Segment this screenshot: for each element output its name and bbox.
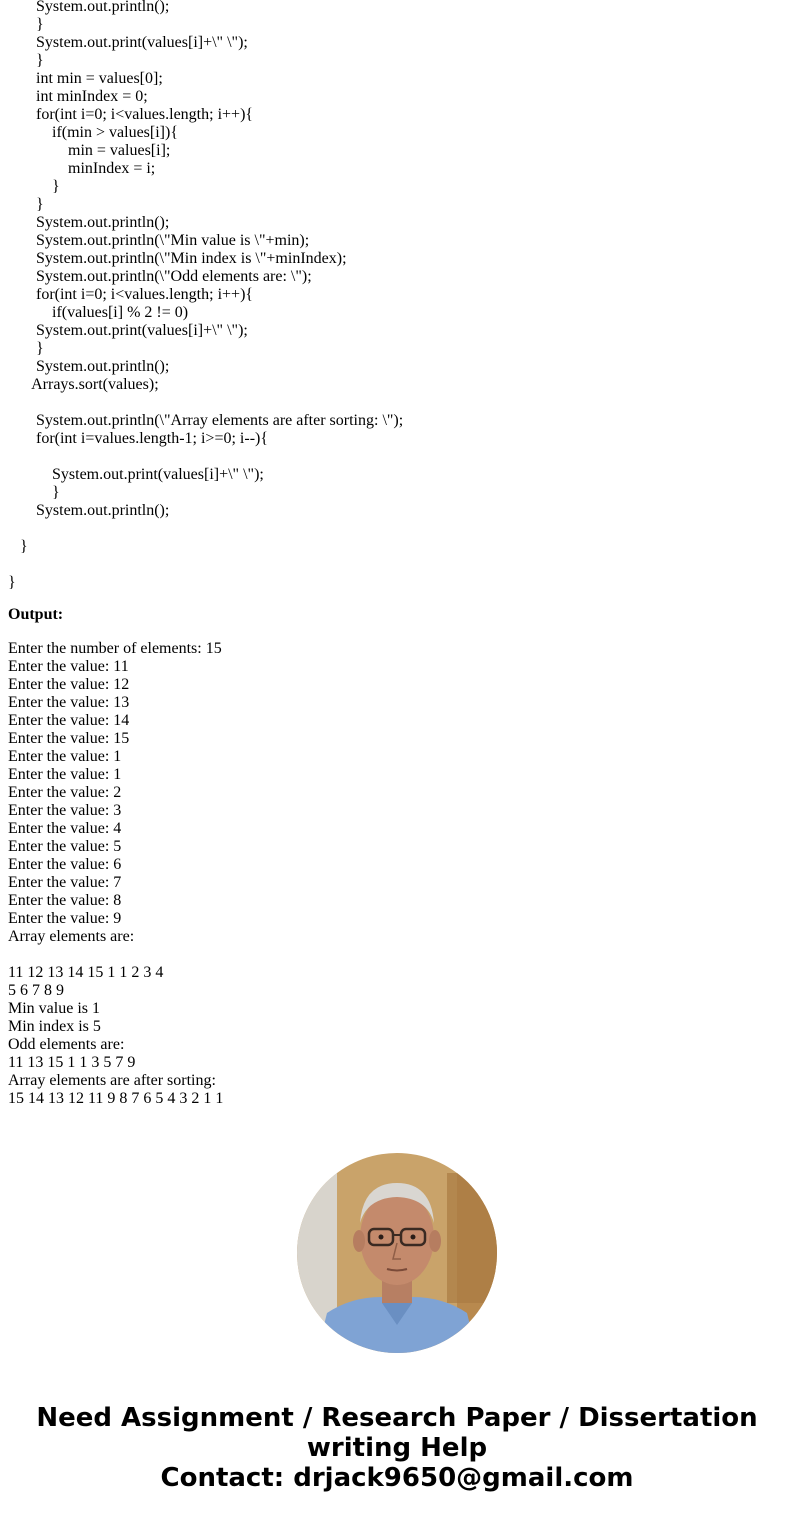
code-line: minIndex = i; (8, 160, 156, 177)
output-line: 15 14 13 12 11 9 8 7 6 5 4 3 2 1 1 (8, 1090, 224, 1107)
code-line: System.out.println(\"Min index is \"+minIndex); (8, 250, 347, 267)
code-line (8, 448, 403, 466)
code-line: Arrays.sort(values); (8, 376, 159, 393)
code-line: } (8, 196, 44, 213)
code-line: if(min > values[i]){ (8, 124, 178, 141)
code-line: System.out.println(\"Min value is \"+min); (8, 232, 310, 249)
code-line: int min = values[0]; (8, 70, 163, 87)
output-line: Enter the number of elements: 15 (8, 640, 222, 657)
output-line: Enter the value: 15 (8, 730, 130, 747)
code-line: System.out.println(); (8, 214, 170, 231)
output-line: Enter the value: 9 (8, 910, 122, 927)
output-line: Enter the value: 2 (8, 784, 122, 801)
code-line: for(int i=0; i<values.length; i++){ (8, 106, 254, 123)
banner-line-2: writing Help (306, 1433, 488, 1463)
code-line: System.out.print(values[i]+\" \"); (8, 34, 248, 51)
code-line: } (8, 340, 44, 357)
output-line: Enter the value: 3 (8, 802, 122, 819)
output-line: Enter the value: 12 (8, 676, 130, 693)
code-listing (8, 0, 403, 592)
code-line: } (8, 574, 16, 591)
code-line (8, 556, 403, 574)
code-line: for(int i=0; i<values.length; i++){ (8, 286, 254, 303)
output-line: Odd elements are: (8, 1036, 125, 1053)
banner-line-1: Need Assignment / Research Paper / Dissertation (36, 1403, 758, 1433)
code-line: if(values[i] % 2 != 0) (8, 304, 189, 321)
output-line: Enter the value: 8 (8, 892, 122, 909)
code-line (8, 520, 403, 538)
program-output (8, 640, 223, 1108)
output-line: Enter the value: 7 (8, 874, 122, 891)
code-line: System.out.print(values[i]+\" \"); (8, 466, 264, 483)
code-line: int minIndex = 0; (8, 88, 148, 105)
code-line: System.out.println(\"Odd elements are: \"); (8, 268, 312, 285)
output-line (8, 946, 223, 964)
code-line: System.out.println(\"Array elements are after sorting: \"); (8, 412, 404, 429)
code-line: System.out.print(values[i]+\" \"); (8, 322, 248, 339)
output-line: Enter the value: 11 (8, 658, 129, 675)
output-line: Enter the value: 1 (8, 766, 122, 783)
output-line: 11 12 13 14 15 1 1 2 3 4 (8, 964, 164, 981)
output-line: 5 6 7 8 9 (8, 982, 64, 999)
code-line: System.out.println(); (8, 0, 170, 15)
code-line: } (8, 484, 60, 501)
author-avatar (297, 1153, 497, 1353)
banner-contact-line: Contact: drjack9650@gmail.com (160, 1463, 634, 1493)
code-line (8, 394, 403, 412)
output-line: Array elements are after sorting: (8, 1072, 216, 1089)
code-line: min = values[i]; (8, 142, 171, 159)
output-line: Min value is 1 (8, 1000, 100, 1017)
output-line: Enter the value: 5 (8, 838, 122, 855)
output-line: Enter the value: 4 (8, 820, 122, 837)
code-line: for(int i=values.length-1; i>=0; i--){ (8, 430, 269, 447)
code-line: System.out.println(); (8, 502, 170, 519)
output-line: Enter the value: 1 (8, 748, 122, 765)
code-line: } (8, 178, 60, 195)
code-line: } (8, 538, 28, 555)
output-heading: Output: (8, 606, 64, 623)
output-line: Min index is 5 (8, 1018, 101, 1035)
output-line: Enter the value: 13 (8, 694, 130, 711)
output-line: 11 13 15 1 1 3 5 7 9 (8, 1054, 136, 1071)
output-line: Array elements are: (8, 928, 135, 945)
code-line: } (8, 16, 44, 33)
code-line: System.out.println(); (8, 358, 170, 375)
output-line: Enter the value: 14 (8, 712, 130, 729)
contact-banner (0, 1403, 794, 1493)
output-line: Enter the value: 6 (8, 856, 122, 873)
code-line: } (8, 52, 44, 69)
author-photo (297, 1153, 497, 1353)
